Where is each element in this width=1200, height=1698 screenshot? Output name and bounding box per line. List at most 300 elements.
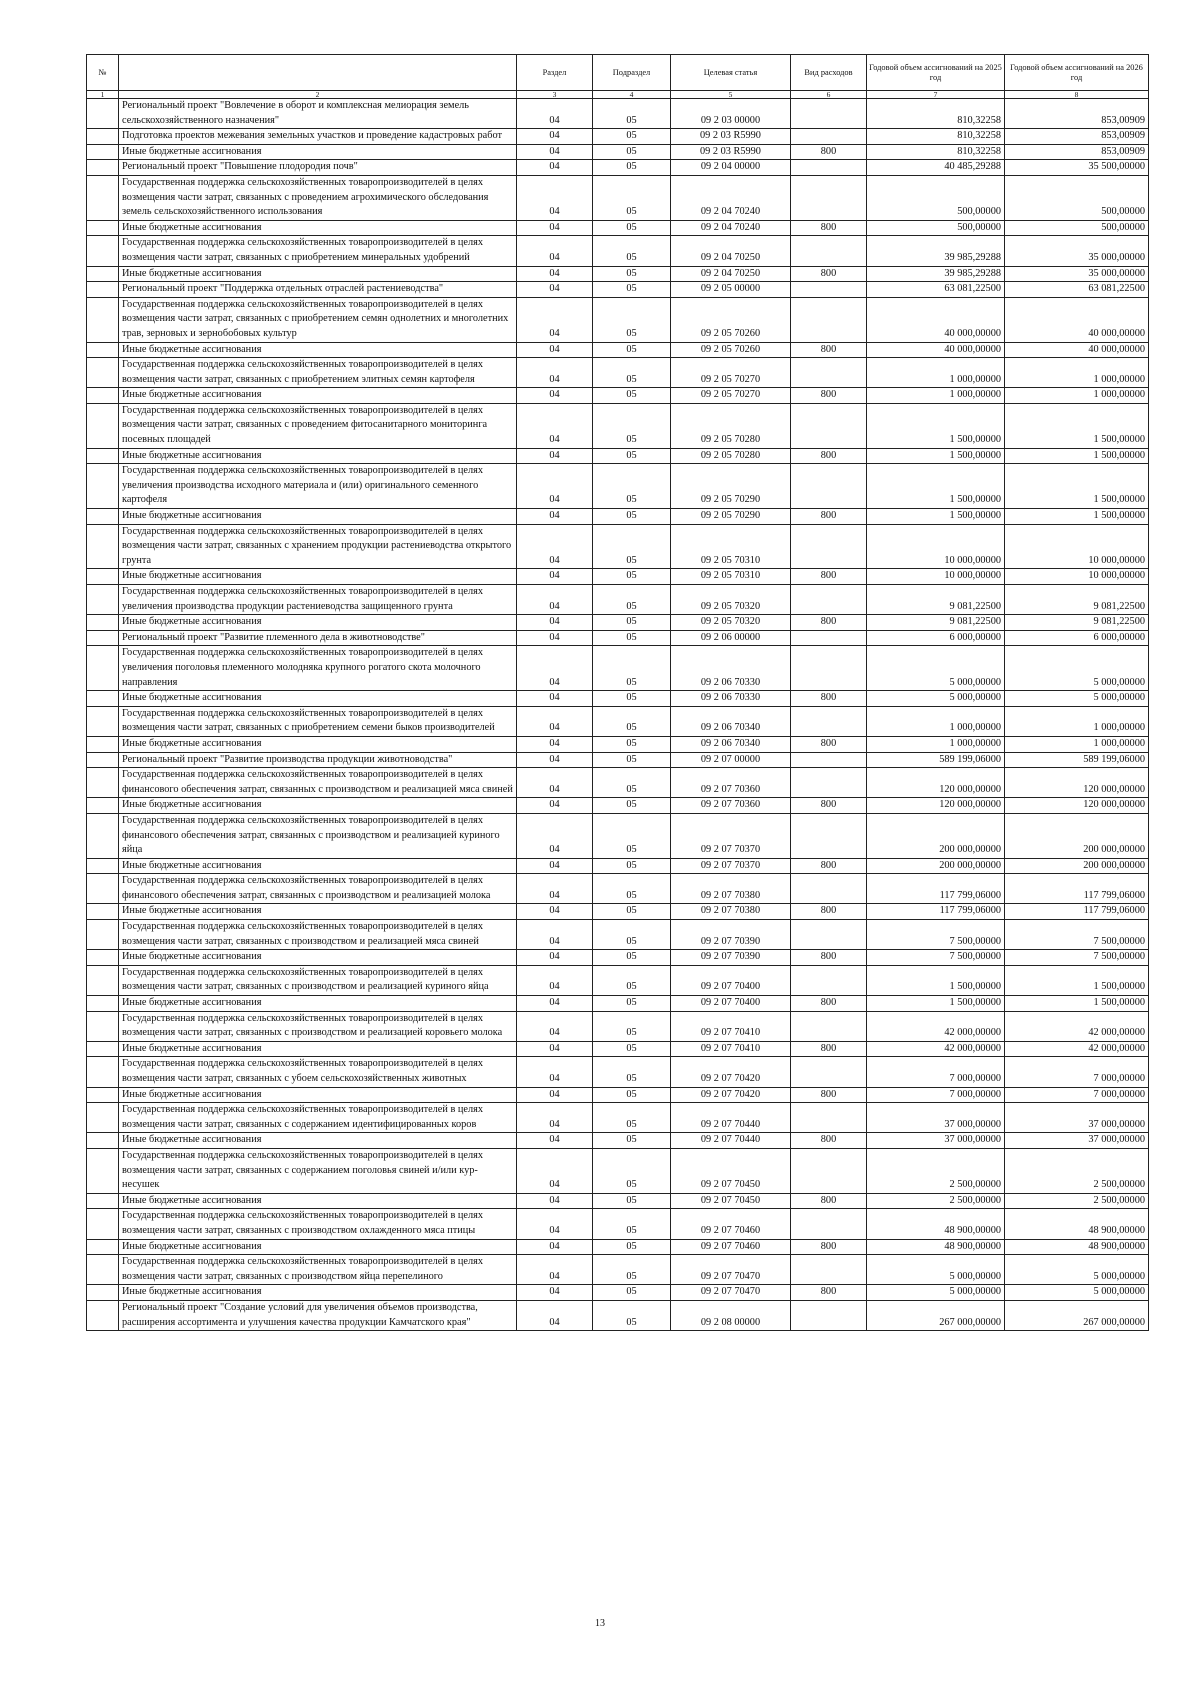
expense-type-code: 800 — [791, 144, 867, 160]
table-row — [87, 874, 1149, 904]
amount-2026: 267 000,00000 — [1005, 1300, 1149, 1330]
amount-2026: 40 000,00000 — [1005, 297, 1149, 342]
table-row — [87, 950, 1149, 966]
target-article-code: 09 2 05 70260 — [671, 297, 791, 342]
amount-2025: 10 000,00000 — [867, 524, 1005, 569]
section-code: 04 — [517, 1087, 593, 1103]
num — [87, 358, 119, 388]
budget-item-name: Государственная поддержка сельскохозяйственных товаропроизводителей в целях увеличения поголовья племенного молодняка крупного рогатого скота молочного направления — [119, 646, 517, 691]
section-code: 04 — [517, 646, 593, 691]
budget-item-name: Государственная поддержка сельскохозяйственных товаропроизводителей в целях увеличения производства исходного материала и (или) оригинального семенного картофеля — [119, 464, 517, 509]
num — [87, 752, 119, 768]
num — [87, 920, 119, 950]
subsection-code: 05 — [593, 129, 671, 145]
num — [87, 1087, 119, 1103]
subsection-code: 05 — [593, 448, 671, 464]
budget-item-name: Иные бюджетные ассигнования — [119, 950, 517, 966]
table-row — [87, 1239, 1149, 1255]
amount-2025: 37 000,00000 — [867, 1103, 1005, 1133]
amount-2025: 810,32258 — [867, 129, 1005, 145]
subsection-code: 05 — [593, 464, 671, 509]
table-row — [87, 1103, 1149, 1133]
num — [87, 1011, 119, 1041]
amount-2026: 5 000,00000 — [1005, 1255, 1149, 1285]
amount-2025: 1 000,00000 — [867, 706, 1005, 736]
target-article-code: 09 2 07 70380 — [671, 904, 791, 920]
section-code: 04 — [517, 1255, 593, 1285]
section-code: 04 — [517, 904, 593, 920]
amount-2025: 40 000,00000 — [867, 297, 1005, 342]
table-row — [87, 297, 1149, 342]
subsection-code: 05 — [593, 1103, 671, 1133]
amount-2026: 1 000,00000 — [1005, 736, 1149, 752]
budget-item-name: Региональный проект "Развитие племенного дела в животноводстве" — [119, 630, 517, 646]
section-code: 04 — [517, 1011, 593, 1041]
num — [87, 706, 119, 736]
expense-type-code: 800 — [791, 388, 867, 404]
amount-2026: 7 500,00000 — [1005, 950, 1149, 966]
subsection-code: 05 — [593, 904, 671, 920]
expense-type-code: 800 — [791, 1041, 867, 1057]
table-row — [87, 342, 1149, 358]
target-article-code: 09 2 08 00000 — [671, 1300, 791, 1330]
amount-2026: 117 799,06000 — [1005, 904, 1149, 920]
table-row — [87, 509, 1149, 525]
section-code: 04 — [517, 630, 593, 646]
expense-type-code — [791, 1255, 867, 1285]
amount-2026: 5 000,00000 — [1005, 1285, 1149, 1301]
table-row — [87, 569, 1149, 585]
num — [87, 509, 119, 525]
budget-item-name: Региональный проект "Создание условий для увеличения объемов производства, расширения ассортимента и улучшения качества продукции Камчатского края" — [119, 1300, 517, 1330]
section-code: 04 — [517, 358, 593, 388]
amount-2025: 39 985,29288 — [867, 266, 1005, 282]
target-article-code: 09 2 07 70460 — [671, 1239, 791, 1255]
table-row — [87, 646, 1149, 691]
section-code: 04 — [517, 160, 593, 176]
target-article-code: 09 2 07 70470 — [671, 1285, 791, 1301]
subsection-code: 05 — [593, 646, 671, 691]
amount-2025: 6 000,00000 — [867, 630, 1005, 646]
num — [87, 858, 119, 874]
expense-type-code — [791, 358, 867, 388]
amount-2025: 48 900,00000 — [867, 1209, 1005, 1239]
target-article-code: 09 2 03 00000 — [671, 99, 791, 129]
budget-item-name: Государственная поддержка сельскохозяйственных товаропроизводителей в целях возмещения части затрат, связанных с производством яйца перепелиного — [119, 1255, 517, 1285]
amount-2025: 9 081,22500 — [867, 615, 1005, 631]
section-code: 04 — [517, 691, 593, 707]
section-code: 04 — [517, 1057, 593, 1087]
expense-type-code — [791, 813, 867, 858]
table-row — [87, 403, 1149, 448]
section-code: 04 — [517, 297, 593, 342]
budget-sheet — [86, 54, 1149, 1331]
section-code: 04 — [517, 388, 593, 404]
budget-item-name: Государственная поддержка сельскохозяйственных товаропроизводителей в целях возмещения части затрат, связанных с убоем сельскохозяйственных животных — [119, 1057, 517, 1087]
column-number: 5 — [671, 91, 791, 99]
num — [87, 1255, 119, 1285]
amount-2026: 589 199,06000 — [1005, 752, 1149, 768]
num — [87, 524, 119, 569]
target-article-code: 09 2 07 70420 — [671, 1087, 791, 1103]
target-article-code: 09 2 07 70360 — [671, 768, 791, 798]
num — [87, 996, 119, 1012]
subsection-code: 05 — [593, 1011, 671, 1041]
amount-2026: 120 000,00000 — [1005, 798, 1149, 814]
expense-type-code — [791, 874, 867, 904]
expense-type-code — [791, 297, 867, 342]
table-row — [87, 1057, 1149, 1087]
amount-2025: 267 000,00000 — [867, 1300, 1005, 1330]
target-article-code: 09 2 07 70420 — [671, 1057, 791, 1087]
table-row — [87, 798, 1149, 814]
header-target-article: Целевая статья — [671, 55, 791, 91]
expense-type-code: 800 — [791, 996, 867, 1012]
expense-type-code: 800 — [791, 798, 867, 814]
header-section: Раздел — [517, 55, 593, 91]
target-article-code: 09 2 05 70260 — [671, 342, 791, 358]
subsection-code: 05 — [593, 858, 671, 874]
table-row — [87, 220, 1149, 236]
budget-item-name: Иные бюджетные ассигнования — [119, 1193, 517, 1209]
num — [87, 615, 119, 631]
amount-2026: 6 000,00000 — [1005, 630, 1149, 646]
num — [87, 144, 119, 160]
budget-item-name: Государственная поддержка сельскохозяйственных товаропроизводителей в целях возмещения части затрат, связанных с содержанием идентифицированных коров — [119, 1103, 517, 1133]
subsection-code: 05 — [593, 1193, 671, 1209]
expense-type-code — [791, 464, 867, 509]
target-article-code: 09 2 07 70360 — [671, 798, 791, 814]
budget-item-name: Иные бюджетные ассигнования — [119, 509, 517, 525]
expense-type-code — [791, 129, 867, 145]
table-row — [87, 236, 1149, 266]
expense-type-code: 800 — [791, 342, 867, 358]
budget-item-name: Иные бюджетные ассигнования — [119, 1239, 517, 1255]
budget-item-name: Иные бюджетные ассигнования — [119, 615, 517, 631]
amount-2025: 1 500,00000 — [867, 448, 1005, 464]
subsection-code: 05 — [593, 630, 671, 646]
target-article-code: 09 2 07 70440 — [671, 1103, 791, 1133]
target-article-code: 09 2 04 70250 — [671, 236, 791, 266]
section-code: 04 — [517, 1103, 593, 1133]
section-code: 04 — [517, 996, 593, 1012]
amount-2025: 10 000,00000 — [867, 569, 1005, 585]
subsection-code: 05 — [593, 509, 671, 525]
budget-item-name: Иные бюджетные ассигнования — [119, 144, 517, 160]
table-row — [87, 691, 1149, 707]
amount-2026: 1 000,00000 — [1005, 388, 1149, 404]
target-article-code: 09 2 06 70330 — [671, 691, 791, 707]
expense-type-code: 800 — [791, 1087, 867, 1103]
column-number: 7 — [867, 91, 1005, 99]
budget-item-name: Иные бюджетные ассигнования — [119, 1087, 517, 1103]
header-expense-type: Вид расходов — [791, 55, 867, 91]
num — [87, 965, 119, 995]
subsection-code: 05 — [593, 342, 671, 358]
expense-type-code — [791, 768, 867, 798]
amount-2026: 9 081,22500 — [1005, 615, 1149, 631]
num — [87, 175, 119, 220]
table-row — [87, 1148, 1149, 1193]
column-number: 1 — [87, 91, 119, 99]
num — [87, 448, 119, 464]
target-article-code: 09 2 07 70440 — [671, 1133, 791, 1149]
budget-item-name: Иные бюджетные ассигнования — [119, 996, 517, 1012]
subsection-code: 05 — [593, 1239, 671, 1255]
num — [87, 388, 119, 404]
amount-2025: 5 000,00000 — [867, 1255, 1005, 1285]
table-row — [87, 752, 1149, 768]
num — [87, 904, 119, 920]
num — [87, 1300, 119, 1330]
amount-2025: 48 900,00000 — [867, 1239, 1005, 1255]
budget-item-name: Иные бюджетные ассигнования — [119, 904, 517, 920]
section-code: 04 — [517, 706, 593, 736]
expense-type-code — [791, 752, 867, 768]
subsection-code: 05 — [593, 358, 671, 388]
num — [87, 691, 119, 707]
num — [87, 342, 119, 358]
target-article-code: 09 2 07 70400 — [671, 996, 791, 1012]
table-row — [87, 160, 1149, 176]
target-article-code: 09 2 07 70450 — [671, 1148, 791, 1193]
target-article-code: 09 2 04 70240 — [671, 175, 791, 220]
page-number: 13 — [595, 1618, 605, 1629]
budget-item-name: Региональный проект "Повышение плодородия почв" — [119, 160, 517, 176]
table-row — [87, 266, 1149, 282]
table-row — [87, 1193, 1149, 1209]
amount-2025: 1 000,00000 — [867, 388, 1005, 404]
table-row — [87, 996, 1149, 1012]
num — [87, 1239, 119, 1255]
num — [87, 129, 119, 145]
section-code: 04 — [517, 569, 593, 585]
section-code: 04 — [517, 965, 593, 995]
num — [87, 798, 119, 814]
amount-2026: 5 000,00000 — [1005, 646, 1149, 691]
amount-2026: 1 500,00000 — [1005, 509, 1149, 525]
amount-2025: 7 500,00000 — [867, 920, 1005, 950]
budget-item-name: Иные бюджетные ассигнования — [119, 691, 517, 707]
expense-type-code: 800 — [791, 950, 867, 966]
amount-2026: 1 500,00000 — [1005, 403, 1149, 448]
amount-2026: 35 000,00000 — [1005, 266, 1149, 282]
table-row — [87, 448, 1149, 464]
budget-item-name: Государственная поддержка сельскохозяйственных товаропроизводителей в целях возмещения части затрат, связанных с приобретением минеральных удобрений — [119, 236, 517, 266]
num — [87, 1041, 119, 1057]
target-article-code: 09 2 05 70320 — [671, 615, 791, 631]
num — [87, 1209, 119, 1239]
budget-item-name: Государственная поддержка сельскохозяйственных товаропроизводителей в целях возмещения части затрат, связанных с проведением агрохимического обследования земель сельскохозяйственного использования — [119, 175, 517, 220]
budget-item-name: Государственная поддержка сельскохозяйственных товаропроизводителей в целях финансового обеспечения затрат, связанных с производством и реализацией мяса свиней — [119, 768, 517, 798]
amount-2026: 2 500,00000 — [1005, 1193, 1149, 1209]
table-row — [87, 904, 1149, 920]
expense-type-code: 800 — [791, 691, 867, 707]
expense-type-code — [791, 1300, 867, 1330]
subsection-code: 05 — [593, 99, 671, 129]
amount-2025: 42 000,00000 — [867, 1011, 1005, 1041]
amount-2026: 9 081,22500 — [1005, 585, 1149, 615]
subsection-code: 05 — [593, 569, 671, 585]
subsection-code: 05 — [593, 813, 671, 858]
subsection-code: 05 — [593, 1057, 671, 1087]
expense-type-code — [791, 585, 867, 615]
target-article-code: 09 2 07 70370 — [671, 813, 791, 858]
amount-2026: 1 000,00000 — [1005, 358, 1149, 388]
target-article-code: 09 2 07 70410 — [671, 1011, 791, 1041]
amount-2025: 120 000,00000 — [867, 768, 1005, 798]
expense-type-code: 800 — [791, 266, 867, 282]
amount-2025: 2 500,00000 — [867, 1148, 1005, 1193]
budget-item-name: Региональный проект "Вовлечение в оборот и комплексная мелиорация земель сельскохозяйственного назначения" — [119, 99, 517, 129]
amount-2025: 1 500,00000 — [867, 403, 1005, 448]
section-code: 04 — [517, 950, 593, 966]
table-row — [87, 1255, 1149, 1285]
expense-type-code — [791, 1209, 867, 1239]
budget-item-name: Государственная поддержка сельскохозяйственных товаропроизводителей в целях возмещения части затрат, связанных с производством и реализацией мяса свиней — [119, 920, 517, 950]
amount-2025: 39 985,29288 — [867, 236, 1005, 266]
budget-item-name: Региональный проект "Поддержка отдельных отраслей растениеводства" — [119, 282, 517, 298]
amount-2025: 7 000,00000 — [867, 1087, 1005, 1103]
expense-type-code — [791, 160, 867, 176]
amount-2026: 200 000,00000 — [1005, 858, 1149, 874]
amount-2026: 853,00909 — [1005, 99, 1149, 129]
subsection-code: 05 — [593, 160, 671, 176]
subsection-code: 05 — [593, 1285, 671, 1301]
target-article-code: 09 2 03 R5990 — [671, 129, 791, 145]
section-code: 04 — [517, 220, 593, 236]
column-number: 2 — [119, 91, 517, 99]
section-code: 04 — [517, 1148, 593, 1193]
budget-item-name: Иные бюджетные ассигнования — [119, 858, 517, 874]
budget-item-name: Иные бюджетные ассигнования — [119, 220, 517, 236]
amount-2025: 7 500,00000 — [867, 950, 1005, 966]
expense-type-code — [791, 1011, 867, 1041]
num — [87, 736, 119, 752]
target-article-code: 09 2 05 70270 — [671, 388, 791, 404]
budget-item-name: Иные бюджетные ассигнования — [119, 266, 517, 282]
table-row — [87, 736, 1149, 752]
subsection-code: 05 — [593, 752, 671, 768]
subsection-code: 05 — [593, 175, 671, 220]
amount-2025: 117 799,06000 — [867, 904, 1005, 920]
section-code: 04 — [517, 736, 593, 752]
section-code: 04 — [517, 144, 593, 160]
expense-type-code: 800 — [791, 1239, 867, 1255]
table-row — [87, 1300, 1149, 1330]
subsection-code: 05 — [593, 1087, 671, 1103]
amount-2026: 117 799,06000 — [1005, 874, 1149, 904]
section-code: 04 — [517, 858, 593, 874]
target-article-code: 09 2 07 70410 — [671, 1041, 791, 1057]
amount-2025: 9 081,22500 — [867, 585, 1005, 615]
num — [87, 813, 119, 858]
expense-type-code: 800 — [791, 1193, 867, 1209]
table-row — [87, 175, 1149, 220]
target-article-code: 09 2 07 70470 — [671, 1255, 791, 1285]
amount-2025: 500,00000 — [867, 175, 1005, 220]
budget-item-name: Иные бюджетные ассигнования — [119, 388, 517, 404]
budget-item-name: Региональный проект "Развитие производства продукции животноводства" — [119, 752, 517, 768]
section-code: 04 — [517, 266, 593, 282]
amount-2025: 810,32258 — [867, 144, 1005, 160]
section-code: 04 — [517, 1285, 593, 1301]
table-row — [87, 965, 1149, 995]
section-code: 04 — [517, 798, 593, 814]
section-code: 04 — [517, 1300, 593, 1330]
amount-2026: 37 000,00000 — [1005, 1133, 1149, 1149]
amount-2026: 7 500,00000 — [1005, 920, 1149, 950]
expense-type-code: 800 — [791, 904, 867, 920]
num — [87, 266, 119, 282]
budget-item-name: Иные бюджетные ассигнования — [119, 1041, 517, 1057]
section-code: 04 — [517, 768, 593, 798]
target-article-code: 09 2 06 70330 — [671, 646, 791, 691]
budget-item-name: Государственная поддержка сельскохозяйственных товаропроизводителей в целях увеличения производства продукции растениеводства защищенного грунта — [119, 585, 517, 615]
section-code: 04 — [517, 1193, 593, 1209]
table-row — [87, 1133, 1149, 1149]
subsection-code: 05 — [593, 1133, 671, 1149]
subsection-code: 05 — [593, 524, 671, 569]
subsection-code: 05 — [593, 920, 671, 950]
target-article-code: 09 2 07 70370 — [671, 858, 791, 874]
section-code: 04 — [517, 1209, 593, 1239]
subsection-code: 05 — [593, 950, 671, 966]
budget-item-name: Государственная поддержка сельскохозяйственных товаропроизводителей в целях финансового обеспечения затрат, связанных с производством и реализацией куриного яйца — [119, 813, 517, 858]
section-code: 04 — [517, 509, 593, 525]
num — [87, 220, 119, 236]
num — [87, 1193, 119, 1209]
target-article-code: 09 2 07 70380 — [671, 874, 791, 904]
subsection-code: 05 — [593, 615, 671, 631]
expense-type-code — [791, 630, 867, 646]
amount-2025: 5 000,00000 — [867, 646, 1005, 691]
expense-type-code — [791, 920, 867, 950]
amount-2025: 5 000,00000 — [867, 1285, 1005, 1301]
table-row — [87, 524, 1149, 569]
target-article-code: 09 2 07 70390 — [671, 950, 791, 966]
amount-2025: 120 000,00000 — [867, 798, 1005, 814]
num — [87, 1103, 119, 1133]
num — [87, 282, 119, 298]
amount-2026: 42 000,00000 — [1005, 1041, 1149, 1057]
num — [87, 297, 119, 342]
budget-item-name: Иные бюджетные ассигнования — [119, 448, 517, 464]
amount-2026: 48 900,00000 — [1005, 1209, 1149, 1239]
amount-2026: 40 000,00000 — [1005, 342, 1149, 358]
subsection-code: 05 — [593, 965, 671, 995]
section-code: 04 — [517, 585, 593, 615]
amount-2026: 120 000,00000 — [1005, 768, 1149, 798]
num — [87, 236, 119, 266]
target-article-code: 09 2 04 70250 — [671, 266, 791, 282]
amount-2025: 589 199,06000 — [867, 752, 1005, 768]
table-row — [87, 464, 1149, 509]
amount-2026: 37 000,00000 — [1005, 1103, 1149, 1133]
target-article-code: 09 2 05 70270 — [671, 358, 791, 388]
amount-2026: 853,00909 — [1005, 144, 1149, 160]
expense-type-code — [791, 524, 867, 569]
table-row — [87, 1041, 1149, 1057]
expense-type-code: 800 — [791, 1285, 867, 1301]
expense-type-code: 800 — [791, 736, 867, 752]
target-article-code: 09 2 04 00000 — [671, 160, 791, 176]
expense-type-code: 800 — [791, 569, 867, 585]
budget-item-name: Государственная поддержка сельскохозяйственных товаропроизводителей в целях возмещения части затрат, связанных с производством и реализацией куриного яйца — [119, 965, 517, 995]
num — [87, 768, 119, 798]
column-number: 8 — [1005, 91, 1149, 99]
amount-2025: 1 500,00000 — [867, 996, 1005, 1012]
